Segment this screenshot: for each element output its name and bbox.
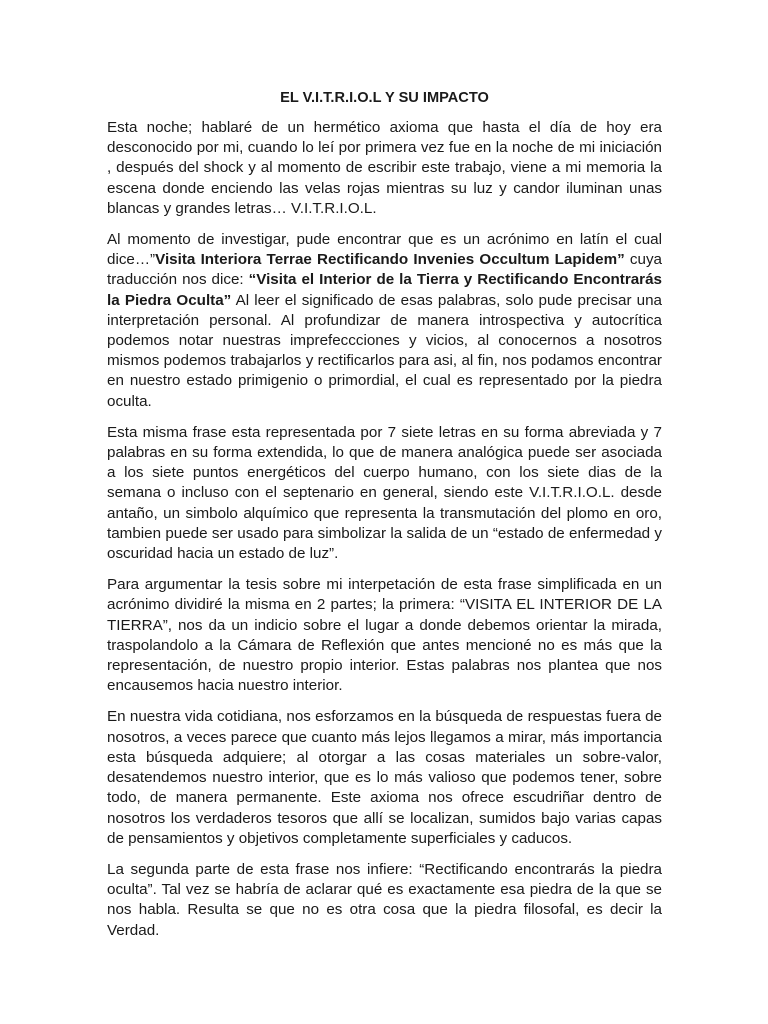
- paragraph-text: Para argumentar la tesis sobre mi interpetación de esta frase simplificada en un acrónimo dividiré la misma en 2 partes; la primera: “VISITA EL INTERIOR DE LA TIERRA”, nos da un indicio sobre el lugar a donde debemos orientar la mirada, traspolandolo a la Cámara de Reflexión que antes mencioné no es más que la representación, de nuestro propio interior. Estas palabras nos plantea que nos encausemos hacia nuestro interior.: [107, 576, 662, 695]
- translation-phrase: “Visita el Interior de la Tierra y Rectificando Encontrarás la Piedra Oculta”: [107, 271, 662, 309]
- paragraph-text: cuya traducción nos dice:: [107, 251, 662, 289]
- paragraph-text: En nuestra vida cotidiana, nos esforzamos en la búsqueda de respuestas fuera de nosotros, a veces parece que cuanto más lejos llegamos a mirar, más importancia esta búsqueda adquiere; al otorgar a las cosas materiales un sobre-valor, desatendemos nuestro interior, que es lo más valioso que podemos tener, sobre todo, de manera permanente. Este axioma nos ofrece escudriñar dentro de nosotros los verdaderos tesoros que allí se localizan, sumidos bajo varias capas de pensamientos y objetivos completamente superficiales y caducos.: [107, 708, 662, 847]
- paragraph-5: [107, 707, 662, 848]
- paragraph-text: Esta noche; hablaré de un hermético axioma que hasta el día de hoy era desconocido por mi, cuando lo leí por primera vez fue en la noche de mi iniciación , después del shock y al momento de escribir este trabajo, viene a mi memoria la escena donde enciendo las velas rojas mientras su luz y candor iluminan unas blancas y grandes letras… V.I.T.R.I.O.L.: [107, 119, 662, 217]
- paragraph-text: La segunda parte de esta frase nos infiere: “Rectificando encontrarás la piedra oculta”. Tal vez se habría de aclarar qué es exactamente esa piedra de la que se nos habla. Resulta se que no es otra cosa que la piedra filosofal, es decir la Verdad.: [107, 860, 662, 939]
- paragraph-4: [107, 575, 662, 696]
- latin-phrase: Visita Interiora Terrae Rectificando Invenies Occultum Lapidem”: [155, 251, 625, 269]
- document-title: EL V.I.T.R.I.O.L Y SU IMPACTO: [280, 90, 489, 106]
- paragraph-2: [107, 230, 662, 412]
- paragraph-1: [107, 118, 662, 219]
- paragraph-6: [107, 860, 662, 941]
- paragraph-text: Al momento de investigar, pude encontrar que es un acrónimo en latín el cual dice…”: [107, 231, 662, 269]
- document-page: [107, 88, 662, 952]
- paragraph-3: [107, 423, 662, 564]
- paragraph-text: Esta misma frase esta representada por 7 siete letras en su forma abreviada y 7 palabras en su forma extendida, lo que de manera analógica puede ser asociada a los siete puntos energéticos del cuerpo humano, con los siete dias de la semana o incluso con el septenario en general, siendo este V.I.T.R.I.O.L. desde antaño, un simbolo alquímico que representa la transmutación del plomo en oro, tambien puede ser usado para simbolizar la salida de un “estado de enfermedad y oscuridad hacia un estado de luz”.: [107, 423, 662, 563]
- paragraph-text: Al leer el significado de esas palabras, solo pude precisar una interpretación personal. Al profundizar de manera introspectiva y autocrítica podemos notar nuestras imprefeccciones y vicios, al conocernos a nosotros mismos podemos trabajarlos y rectificarlos para asi, al fin, nos podamos encontrar en nuestro estado primigenio o primordial, el cual es representado por la piedra oculta.: [107, 291, 662, 410]
